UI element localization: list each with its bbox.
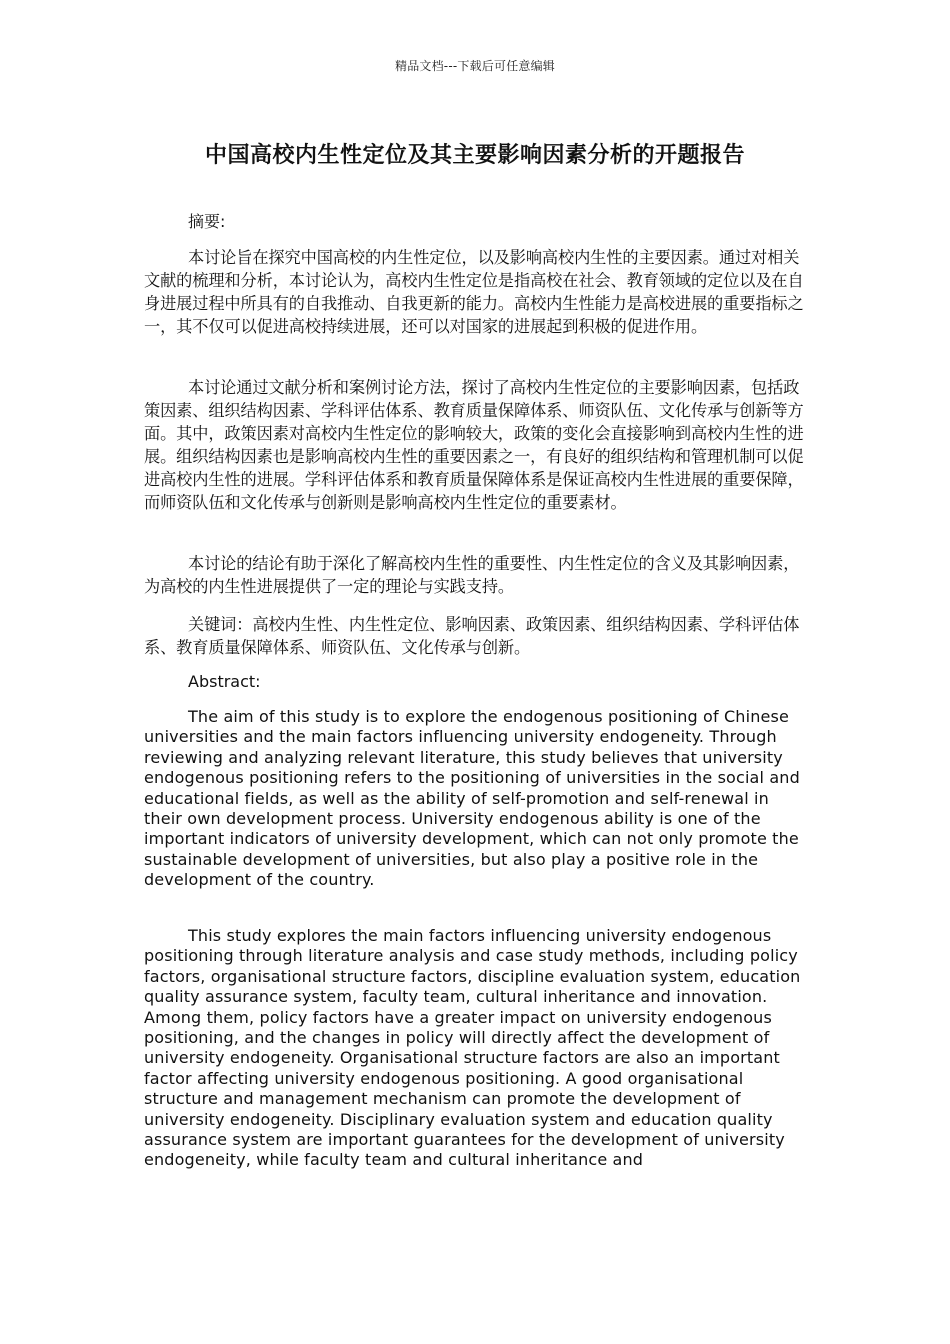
abstract-en-paragraph-1 <box>144 707 808 891</box>
paragraph-text: 本讨论通过文献分析和案例讨论方法，探讨了高校内生性定位的主要影响因素，包括政策因素、组织结构因素、学科评估体系、教育质量保障体系、师资队伍、文化传承与创新等方面。其中，政策因素对高校内生性定位的影响较大，政策的变化会直接影响到高校内生性的进展。组织结构因素也是影响高校内生性的重要因素之一，有良好的组织结构和管理机制可以促进高校内生性的进展。学科评估体系和教育质量保障体系是保证高校内生性进展的重要保障，而师资队伍和文化传承与创新则是影响高校内生性定位的重要素材。 <box>144 378 804 512</box>
page-header: 精品文档---下载后可任意编辑 <box>395 59 555 73</box>
paragraph-text: 本讨论的结论有助于深化了解高校内生性的重要性、内生性定位的含义及其影响因素，为高校的内生性进展提供了一定的理论与实践支持。 <box>144 554 800 596</box>
abstract-cn-paragraph-2 <box>144 376 808 514</box>
abstract-cn-label: 摘要: <box>188 212 226 231</box>
abstract-en-label: Abstract: <box>188 672 261 691</box>
abstract-cn-paragraph-3 <box>144 552 808 598</box>
keywords-cn <box>144 613 808 659</box>
abstract-cn-paragraph-1 <box>144 246 808 338</box>
document-title: 中国高校内生性定位及其主要影响因素分析的开题报告 <box>204 143 745 168</box>
abstract-en-paragraph-2 <box>144 926 808 1171</box>
paragraph-text: The aim of this study is to explore the endogenous positioning of Chinese universities and the main factors influencing university endogeneity. Through reviewing and analyzing relevant literature, this study believes that university endogenous positioning refers to the positioning of universities in the social and educational fields, as well as the ability of self-promotion and self-renewal in their own development process. University endogenous ability is one of the important indicators of university development, which can not only promote the sustainable development of universities, but also play a positive role in the development of the country. <box>144 707 800 890</box>
paragraph-text: 本讨论旨在探究中国高校的内生性定位，以及影响高校内生性的主要因素。通过对相关文献的梳理和分析，本讨论认为，高校内生性定位是指高校在社会、教育领域的定位以及在自身进展过程中所具有的自我推动、自我更新的能力。高校内生性能力是高校进展的重要指标之一，其不仅可以促进高校持续进展，还可以对国家的进展起到积极的促进作用。 <box>144 248 804 336</box>
paragraph-text: This study explores the main factors influencing university endogenous positioning through literature analysis and case study methods, including policy factors, organisational structure factors, discipline evaluation system, education quality assurance system, faculty team, cultural inheritance and innovation. Among them, policy factors have a greater impact on university endogenous positioning, and the changes in policy will directly affect the development of university endogeneity. Organisational structure factors are also an important factor affecting university endogenous positioning. A good organisational structure and management mechanism can promote the development of university endogeneity. Disciplinary evaluation system and education quality assurance system are important guarantees for the development of university endogeneity, while faculty team and cultural inheritance and <box>144 926 801 1170</box>
keywords-text: 关键词：高校内生性、内生性定位、影响因素、政策因素、组织结构因素、学科评估体系、教育质量保障体系、师资队伍、文化传承与创新。 <box>144 615 800 657</box>
